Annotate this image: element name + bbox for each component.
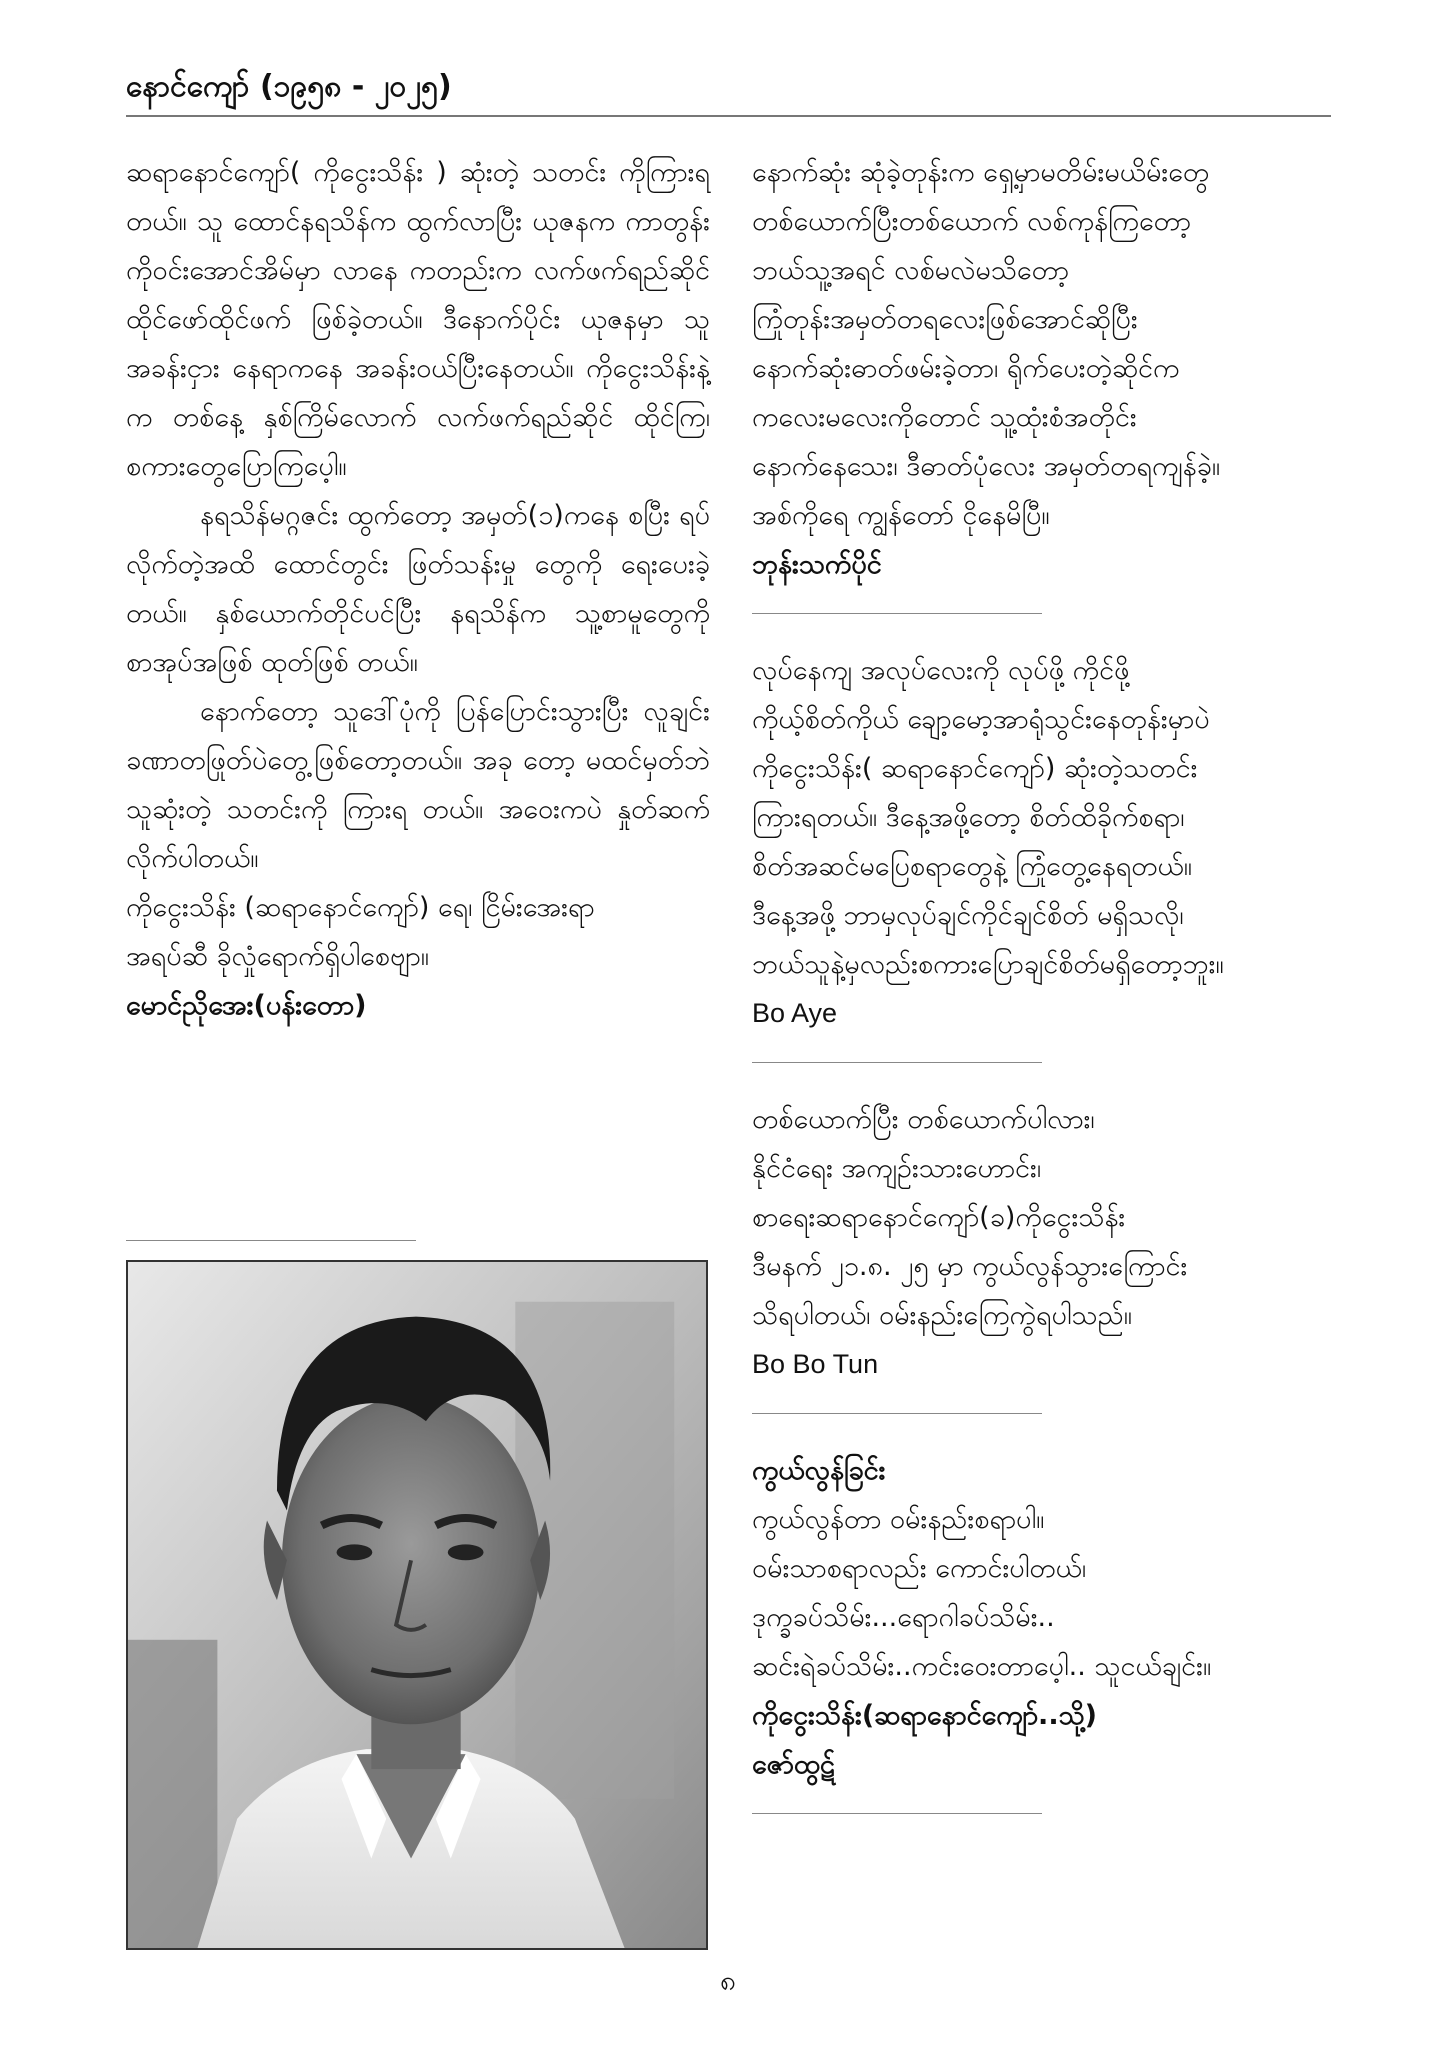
entry-1-line: နောက်နေသေး၊ ဒီဓာတ်ပုံလေး အမှတ်တရကျန်ခဲ့။ [752,451,1220,482]
left-divider [126,1240,416,1241]
entry-1-line: နောက်ဆုံးဓာတ်ဖမ်းခဲ့တာ၊ ရိုက်ပေးတဲ့ဆိုင်က [752,353,1180,384]
entry-3-author: Bo Bo Tun [752,1349,879,1379]
entry-2-line: ဒီနေ့အဖို့ ဘာမှလုပ်ချင်ကိုင်ချင်စိတ် မရှိသလို၊ [752,900,1184,931]
entry-4-line: ဝမ်းသာစရာလည်း ကောင်းပါတယ်၊ [752,1553,1087,1584]
entry-1-line: ဘယ်သူ့အရင် လစ်မလဲမသိတော့ [752,255,1069,286]
right-column [752,148,1336,1846]
page-number: ၈ [720,1964,736,1997]
entry-2-line: လုပ်နေကျ အလုပ်လေးကို လုပ်ဖို့ ကိုင်ဖို့ [752,655,1130,686]
entry-4-line: ဒုက္ခခပ်သိမ်း...ရောဂါခပ်သိမ်း.. [752,1602,1055,1633]
tribute-entry-1 [752,148,1336,589]
entry-2-line: ကိုယ့်စိတ်ကိုယ် ချော့မော့အာရုံသွင်းနေတုန်းမှာပဲ [752,704,1210,735]
entry-4-line: ကွယ်လွန်တာ ဝမ်းနည်းစရာပါ။ [752,1504,1045,1535]
tribute-entry-2 [752,646,1336,1038]
entry-4-author: ဇော်ထွဋ် [752,1749,835,1780]
left-paragraph-3: နောက်တော့ သူဒေါ်ပုံကို ပြန်ပြောင်းသွားပြီး လူချင်း ခဏာတဖြုတ်ပဲတွေ့ဖြစ်တော့တယ်။ အခု တော့ မထင်မှတ်ဘဲ သူဆုံးတဲ့ သတင်းကို ကြားရ တယ်။ အဝေးကပဲ နှုတ်ဆက်လိုက်ပါတယ်။ [126,696,710,874]
entry-3-line: နိုင်ငံရေး အကျဉ်းသားဟောင်း၊ [752,1153,1042,1184]
entry-3-line: သိရပါတယ်၊ ဝမ်းနည်းကြေကွဲရပါသည်။ [752,1300,1132,1331]
entry-2-author: Bo Aye [752,998,838,1028]
entry-3-line: တစ်ယောက်ပြီး တစ်ယောက်ပါလား၊ [752,1104,1095,1135]
entry-2-line: ကိုငွေးသိန်း( ဆရာနောင်ကျော်) ဆုံးတဲ့သတင်း [752,753,1198,784]
entry-1-line: ကြုံတုန်းအမှတ်တရလေးဖြစ်အောင်ဆိုပြီး [752,304,1138,335]
left-paragraph-2: နရသိန်မဂ္ဂဇင်း ထွက်တော့ အမှတ်(၁)ကနေ စပြီး ရပ်လိုက်တဲ့အထိ ထောင်တွင်း ဖြတ်သန်းမှု တွေကို ရေးပေးခဲ့တယ်။ နှစ်ယောက်တိုင်ပင်ပြီး နရသိန်က သူ့စာမူတွေကို စာအုပ်အဖြစ် ထုတ်ဖြစ် တယ်။ [126,500,710,678]
entry-3-line: ဒီမနက် ၂၁.၈. ၂၅ မှာ ကွယ်လွန်သွားကြောင်း [752,1251,1188,1282]
portrait-photo [126,1260,708,1950]
left-author: မောင်ညိုအေး(ပန်းတော) [126,990,367,1021]
entry-2-line: ဘယ်သူနဲ့မှလည်းစကားပြောချင်စိတ်မရှိတော့ဘူး။ [752,949,1224,980]
tribute-entry-3 [752,1095,1336,1389]
entry-divider [752,1813,1042,1814]
entry-1-line: တစ်ယောက်ပြီးတစ်ယောက် လစ်ကုန်ကြတော့ [752,206,1192,237]
entry-divider [752,1413,1042,1414]
entry-divider [752,1062,1042,1063]
entry-3-line: စာရေးဆရာနောင်ကျော်(ခ)ကိုငွေးသိန်း [752,1202,1126,1233]
portrait-photo-icon [128,1262,706,1948]
running-header: နောင်ကျော် (၁၉၅၈ - ၂၀၂၅) [126,69,452,104]
left-closing-line-2: အရပ်ဆီ ခိုလှုံရောက်ရှိပါစေဗျာ။ [126,941,429,972]
entry-1-line: ကလေးမလေးကိုတောင် သူ့ထုံးစံအတိုင်း [752,402,1137,433]
left-column [126,148,710,1030]
entry-1-line: အစ်ကိုရေ ကျွန်တော် ငိုနေမိပြီ။ [752,500,1050,531]
entry-4-author: ကိုငွေးသိန်း(ဆရာနောင်ကျော်..သို့) [752,1700,1098,1731]
entry-divider [752,613,1042,614]
entry-2-line: စိတ်အဆင်မပြေစရာတွေနဲ့ ကြုံတွေ့နေရတယ်။ [752,851,1192,882]
entry-1-author: ဘုန်းသက်ပိုင် [752,549,882,580]
entry-2-line: ကြားရတယ်။ ဒီနေ့အဖို့တော့ စိတ်ထိခိုက်စရာ၊ [752,802,1185,833]
entry-4-line: ဆင်းရဲခပ်သိမ်း..ကင်းဝေးတာပေ့ါ.. သူငယ်ချင်း။ [752,1651,1212,1682]
header-divider [126,115,1331,117]
entry-1-line: နောက်ဆုံး ဆုံခဲ့တုန်းက ရှေ့မှာမတိမ်းမယိမ်းတွေ [752,157,1210,188]
left-closing-line-1: ကိုငွေးသိန်း (ဆရာနောင်ကျော်) ရေ၊ ငြိမ်းအေးရာ [126,892,595,923]
entry-4-title: ကွယ်လွန်ခြင်း [752,1455,886,1486]
tribute-entry-4 [752,1446,1336,1789]
left-paragraph-1: ဆရာနောင်ကျော်( ကိုငွေးသိန်း ) ဆုံးတဲ့ သတင်း ကိုကြားရတယ်။ သူ ထောင်နရသိန်က ထွက်လာပြီး ယုဇနက ကာတွန်းကိုဝင်းအောင်အိမ်မှာ လာနေ ကတည်းက လက်ဖက်ရည်ဆိုင် ထိုင်ဖော်ထိုင်ဖက် ဖြစ်ခဲ့တယ်။ ဒီနောက်ပိုင်း ယုဇနမှာ သူ အခန်းငှား နေရာကနေ အခန်းဝယ်ပြီးနေတယ်။ ကိုငွေးသိန်းနဲ့ က တစ်နေ့ နှစ်ကြိမ်လောက် လက်ဖက်ရည်ဆိုင် ထိုင်ကြ၊ စကားတွေပြောကြပေ့ါ။ [126,157,710,482]
